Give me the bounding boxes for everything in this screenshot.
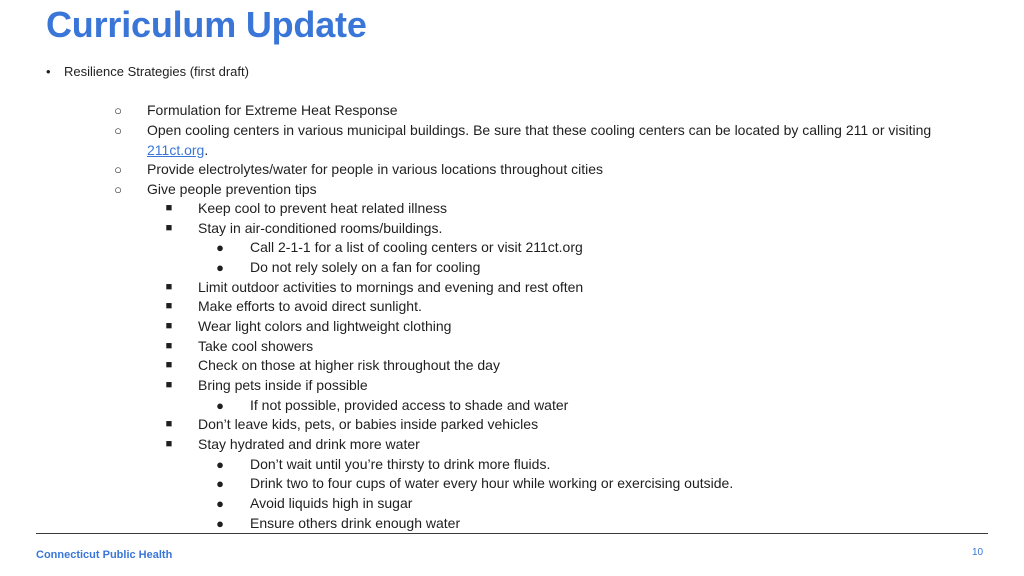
square-bullet-icon: ■ <box>165 202 173 214</box>
square-bullet-icon: ■ <box>165 379 173 391</box>
footer-divider <box>36 533 988 534</box>
filled-circle-bullet-icon: ● <box>216 516 224 531</box>
list-item-text: Make efforts to avoid direct sunlight. <box>198 298 422 314</box>
square-bullet-icon: ■ <box>165 340 173 352</box>
square-bullet-icon: ■ <box>165 359 173 371</box>
211ct-link[interactable]: 211ct.org <box>147 141 205 158</box>
square-bullet-icon: ■ <box>165 300 173 312</box>
top-bullet-text: Resilience Strategies (first draft) <box>64 64 249 79</box>
list-item-text: Stay in air-conditioned rooms/buildings. <box>198 220 443 236</box>
hollow-circle-bullet-icon: ○ <box>114 162 122 177</box>
list-item-text <box>147 121 947 160</box>
square-bullet-icon: ■ <box>165 281 173 293</box>
filled-circle-bullet-icon: ● <box>216 398 224 413</box>
list-item-text: Take cool showers <box>198 338 314 354</box>
hollow-circle-bullet-icon: ○ <box>114 182 122 197</box>
filled-circle-bullet-icon: ● <box>216 476 224 491</box>
filled-circle-bullet-icon: ● <box>216 457 224 472</box>
hollow-circle-bullet-icon: ○ <box>114 123 122 138</box>
list-item-text: Call 2-1-1 for a list of cooling centers or visit 211ct.org <box>250 239 583 255</box>
square-bullet-icon: ■ <box>165 418 173 430</box>
hollow-circle-bullet-icon: ○ <box>114 103 122 118</box>
list-item-text: Formulation for Extreme Heat Response <box>147 102 398 118</box>
list-item-text: Don’t leave kids, pets, or babies inside parked vehicles <box>198 416 539 432</box>
list-item-text: Don’t wait until you’re thirsty to drink more fluids. <box>250 456 551 472</box>
list-item-text: Stay hydrated and drink more water <box>198 436 420 452</box>
list-item-text-main: Open cooling centers in various municipal buildings. Be sure that these cooling centers can be located by calling 211 or visiting <box>147 122 932 138</box>
slide-title: Curriculum Update <box>46 4 367 45</box>
list-item-text: Give people prevention tips <box>147 181 317 197</box>
list-item-text: Avoid liquids high in sugar <box>250 495 413 511</box>
list-item-text: Ensure others drink enough water <box>250 515 461 531</box>
square-bullet-icon: ■ <box>165 222 173 234</box>
list-item-text: Do not rely solely on a fan for cooling <box>250 259 481 275</box>
list-item-text: Keep cool to prevent heat related illness <box>198 200 448 216</box>
list-item-text: Check on those at higher risk throughout the day <box>198 357 500 373</box>
list-item-suffix: . <box>204 141 209 158</box>
square-bullet-icon: ■ <box>165 320 173 332</box>
list-item-text: Drink two to four cups of water every hour while working or exercising outside. <box>250 475 734 491</box>
filled-circle-bullet-icon: ● <box>216 260 224 275</box>
list-item-text: Provide electrolytes/water for people in various locations throughout cities <box>147 161 604 177</box>
square-bullet-icon: ■ <box>165 438 173 450</box>
list-item-text: Bring pets inside if possible <box>198 377 368 393</box>
list-item-text: Wear light colors and lightweight clothing <box>198 318 452 334</box>
list-item-text: If not possible, provided access to shade and water <box>250 397 569 413</box>
list-item-text: Limit outdoor activities to mornings and evening and rest often <box>198 279 584 295</box>
footer-organization: Connecticut Public Health <box>36 549 173 561</box>
filled-circle-bullet-icon: ● <box>216 496 224 511</box>
filled-circle-bullet-icon: ● <box>216 240 224 255</box>
page-number: 10 <box>972 547 984 558</box>
bullet-dot-icon: • <box>46 64 51 79</box>
